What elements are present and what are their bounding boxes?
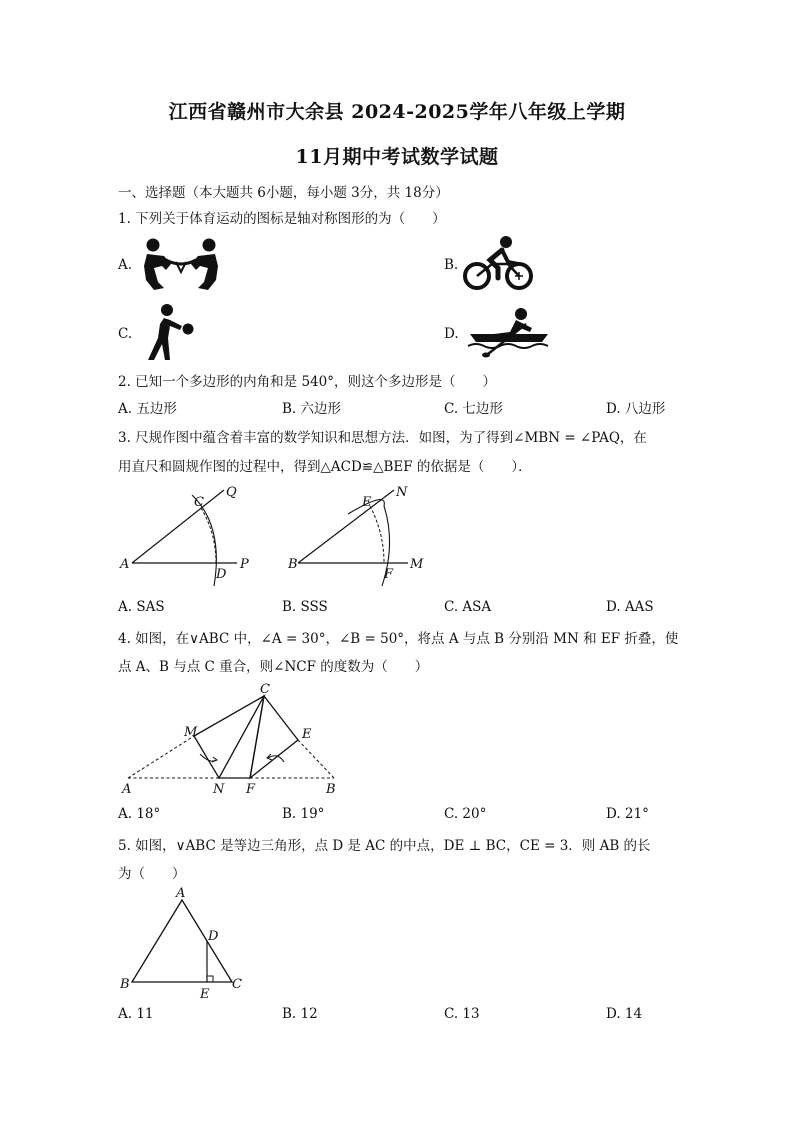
q4-label-n: N: [213, 782, 225, 797]
q5-label-a: A: [176, 886, 186, 901]
q1-label-d: D.: [444, 326, 459, 342]
cyclist-icon: [462, 234, 536, 292]
q3-option-c: C. ASA: [444, 599, 492, 615]
q4-label-c: C: [260, 682, 270, 697]
q4-label-b: B: [326, 782, 336, 797]
q5-label-b: B: [120, 977, 130, 992]
q2-option-b: B. 六边形: [282, 401, 342, 417]
q3-label-b: B: [288, 557, 298, 572]
q5-option-a: A. 11: [118, 1006, 154, 1022]
rowing-icon: [464, 306, 552, 360]
q2-option-a: A. 五边形: [118, 401, 177, 417]
q3-label-m: M: [410, 557, 424, 572]
q2-option-d: D. 八边形: [606, 401, 666, 417]
q1-label-c: C.: [118, 326, 133, 342]
q3-label-c: C: [194, 495, 204, 510]
q3-option-a: A. SAS: [118, 599, 165, 615]
question-5-stem-line1: 5. 如图，∨ABC 是等边三角形，点 D 是 AC 的中点，DE ⊥ BC，CE = 3．则 AB 的长: [118, 838, 651, 854]
question-4-stem-line1: 4. 如图，在∨ABC 中，∠A = 30°，∠B = 50°，将点 A 与点 B 分别沿 MN 和 EF 折叠，使: [118, 631, 679, 647]
question-3-stem-line2: 用直尺和圆规作图的过程中，得到△ACD≌△BEF 的依据是（ ）．: [118, 459, 532, 475]
question-5-stem-line2: 为（ ）: [118, 866, 186, 882]
q1-label-b: B.: [444, 257, 459, 273]
q3-label-q: Q: [226, 485, 237, 500]
exam-title-line1: 江西省赣州市大余县 2024-2025学年八年级上学期: [168, 101, 626, 123]
q5-label-e: E: [200, 987, 210, 1002]
q3-option-d: D. AAS: [606, 599, 654, 615]
q3-option-b: B. SSS: [282, 599, 328, 615]
q5-label-d: D: [208, 929, 219, 944]
question-4-stem-line2: 点 A、B 与点 C 重合，则∠NCF 的度数为（ ）: [118, 659, 429, 675]
question-2-stem: 2. 已知一个多边形的内角和是 540°，则这个多边形是（ ）: [118, 374, 496, 390]
q3-label-p: P: [240, 557, 249, 572]
q4-figure: [112, 680, 352, 798]
q4-label-a: A: [122, 782, 132, 797]
q4-option-a: A. 18°: [118, 806, 161, 822]
q3-label-f: F: [384, 567, 394, 582]
q4-label-f: F: [246, 782, 256, 797]
q5-label-c: C: [232, 977, 242, 992]
q4-option-c: C. 20°: [444, 806, 487, 822]
q5-option-c: C. 13: [444, 1006, 480, 1022]
q4-label-m: M: [184, 725, 198, 740]
q3-label-n: N: [396, 485, 408, 500]
tug-of-war-icon: [140, 236, 222, 294]
q1-label-a: A.: [118, 257, 133, 273]
question-1-stem: 1. 下列关于体育运动的图标是轴对称图形的为（ ）: [118, 211, 446, 227]
q3-label-a: A: [120, 557, 130, 572]
volleyball-icon: [140, 302, 196, 364]
question-3-stem-line1: 3. 尺规作图中蕴含着丰富的数学知识和思想方法．如图，为了得到∠MBN = ∠PAQ，在: [118, 430, 647, 446]
q4-option-d: D. 21°: [606, 806, 649, 822]
q3-label-e: E: [362, 495, 372, 510]
q5-option-b: B. 12: [282, 1006, 318, 1022]
exam-title-line2: 11月期中考试数学试题: [295, 146, 499, 168]
section-heading: 一、选择题（本大题共 6小题，每小题 3分，共 18分）: [118, 185, 449, 201]
q4-option-b: B. 19°: [282, 806, 325, 822]
q2-option-c: C. 七边形: [444, 401, 503, 417]
q5-option-d: D. 14: [606, 1006, 643, 1022]
q4-label-e: E: [302, 727, 312, 742]
q3-label-d: D: [216, 567, 227, 582]
q5-figure: [112, 884, 252, 1002]
q3-figure: [112, 478, 442, 590]
